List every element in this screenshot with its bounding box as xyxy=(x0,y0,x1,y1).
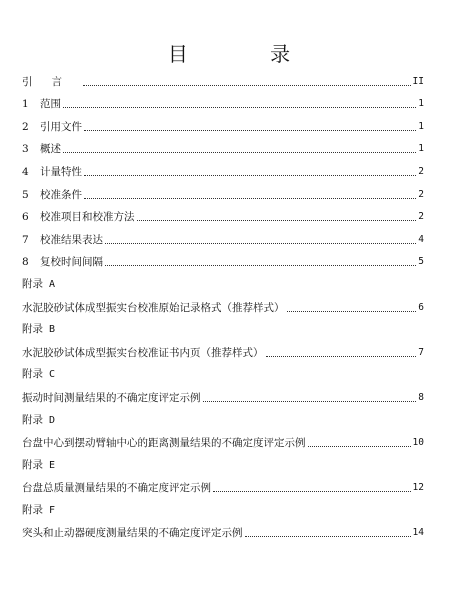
toc-entry-number: 1 xyxy=(22,98,29,111)
appendix-word: 附录 xyxy=(22,413,43,426)
toc-entry-number: 7 xyxy=(22,233,29,246)
appendix-letter: B xyxy=(49,324,56,336)
dot-leader xyxy=(213,491,411,492)
toc-entry-number: 6 xyxy=(22,211,29,224)
dot-leader xyxy=(308,446,411,447)
toc-entry-label: 校准条件 xyxy=(40,188,82,201)
toc-page-number: 8 xyxy=(418,391,424,403)
toc-appendix-b[interactable] xyxy=(22,337,424,360)
toc-entry-number: 4 xyxy=(22,165,29,178)
appendix-word: 附录 xyxy=(22,323,43,336)
dot-leader xyxy=(63,152,416,153)
toc-entry-7[interactable] xyxy=(22,224,424,247)
dot-leader xyxy=(63,107,416,108)
toc-appendix-c[interactable] xyxy=(22,382,424,405)
toc-entry-label: 台盘总质量测量结果的不确定度评定示例 xyxy=(22,482,211,495)
toc-page-number: 6 xyxy=(418,301,424,313)
toc-entry-number: 3 xyxy=(22,143,29,156)
toc-entry-label: 复校时间间隔 xyxy=(40,256,103,269)
appendix-heading xyxy=(22,367,55,382)
toc-entry-label: 水泥胶砂试体成型振实台校准原始记录格式（推荐样式） xyxy=(22,301,285,314)
table-of-contents xyxy=(22,66,424,540)
toc-page-number: II xyxy=(412,75,424,87)
toc-entry-label: 概述 xyxy=(40,143,61,156)
toc-page-number: 10 xyxy=(412,437,424,449)
toc-entry-3[interactable] xyxy=(22,134,424,157)
dot-leader xyxy=(84,198,416,199)
toc-appendix-d[interactable] xyxy=(22,428,424,451)
appendix-letter: E xyxy=(49,459,56,471)
dot-leader xyxy=(84,130,416,131)
appendix-heading-a xyxy=(22,269,424,292)
toc-entry-2[interactable] xyxy=(22,111,424,134)
toc-entry-1[interactable] xyxy=(22,89,424,112)
appendix-heading-e xyxy=(22,450,424,473)
appendix-heading-f xyxy=(22,495,424,518)
appendix-heading xyxy=(22,277,55,292)
toc-entry-label: 校准项目和校准方法 xyxy=(40,211,135,224)
dot-leader xyxy=(245,536,411,537)
appendix-word: 附录 xyxy=(22,277,43,290)
dot-leader xyxy=(84,175,416,176)
toc-entry-label: 水泥胶砂试体成型振实台校准证书内页（推荐样式） xyxy=(22,346,264,359)
toc-appendix-a[interactable] xyxy=(22,292,424,315)
page-title: 目 录 xyxy=(167,42,329,66)
toc-entry-8[interactable] xyxy=(22,247,424,270)
toc-page-number: 2 xyxy=(418,165,424,177)
appendix-heading-c xyxy=(22,360,424,383)
dot-leader xyxy=(83,85,411,86)
toc-entry-number: 2 xyxy=(22,120,29,133)
toc-entry-6[interactable] xyxy=(22,202,424,225)
appendix-word: 附录 xyxy=(22,458,43,471)
appendix-heading xyxy=(22,503,55,518)
toc-entry-label: 台盘中心到摆动臂轴中心的距离测量结果的不确定度评定示例 xyxy=(22,437,306,450)
appendix-heading-b xyxy=(22,315,424,338)
appendix-letter: C xyxy=(49,369,56,381)
toc-page-number: 1 xyxy=(418,120,424,132)
toc-entry-label: 引言 xyxy=(22,75,81,88)
toc-entry-5[interactable] xyxy=(22,179,424,202)
toc-entry-label: 计量特性 xyxy=(40,165,82,178)
appendix-letter: A xyxy=(49,278,56,290)
dot-leader xyxy=(137,220,417,221)
toc-page-number: 7 xyxy=(418,346,424,358)
toc-page-number: 1 xyxy=(418,98,424,110)
dot-leader xyxy=(287,311,417,312)
dot-leader xyxy=(105,243,416,244)
appendix-letter: D xyxy=(49,414,56,426)
dot-leader xyxy=(203,401,417,402)
toc-entry-label: 校准结果表达 xyxy=(40,233,103,246)
toc-appendix-f[interactable] xyxy=(22,518,424,541)
toc-entry-foreword[interactable] xyxy=(22,66,424,89)
toc-entry-4[interactable] xyxy=(22,156,424,179)
appendix-heading xyxy=(22,413,55,428)
appendix-heading-d xyxy=(22,405,424,428)
toc-page-number: 1 xyxy=(418,143,424,155)
toc-page-number: 2 xyxy=(418,211,424,223)
toc-entry-label: 突头和止动器硬度测量结果的不确定度评定示例 xyxy=(22,527,243,540)
appendix-word: 附录 xyxy=(22,503,43,516)
dot-leader xyxy=(105,265,416,266)
dot-leader xyxy=(266,356,417,357)
toc-entry-label: 振动时间测量结果的不确定度评定示例 xyxy=(22,391,201,404)
toc-entry-label: 范围 xyxy=(40,98,61,111)
toc-entry-number: 8 xyxy=(22,256,29,269)
toc-page-number: 2 xyxy=(418,188,424,200)
appendix-letter: F xyxy=(49,504,56,516)
toc-page-number: 12 xyxy=(412,482,424,494)
toc-entry-number: 5 xyxy=(22,188,29,201)
toc-entry-label: 引用文件 xyxy=(40,120,82,133)
toc-page-number: 5 xyxy=(418,256,424,268)
appendix-word: 附录 xyxy=(22,368,43,381)
toc-appendix-e[interactable] xyxy=(22,473,424,496)
toc-page-number: 14 xyxy=(412,527,424,539)
appendix-heading xyxy=(22,322,55,337)
appendix-heading xyxy=(22,458,55,473)
toc-page-number: 4 xyxy=(418,233,424,245)
